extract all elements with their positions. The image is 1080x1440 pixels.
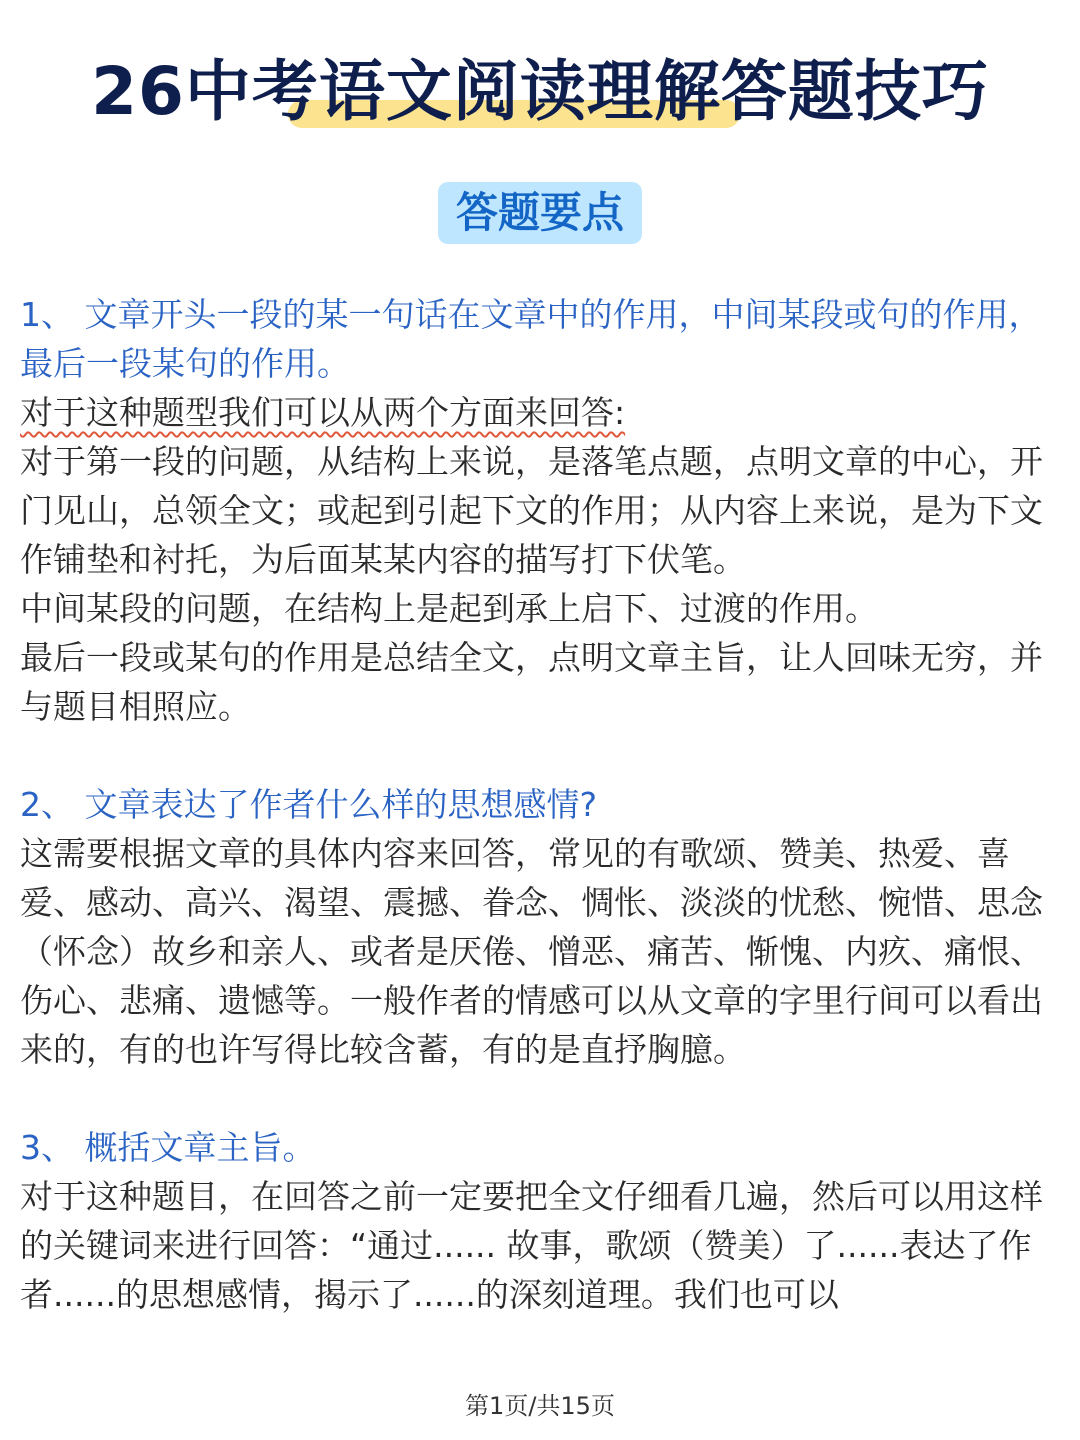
question-2-heading: 2、 文章表达了作者什么样的思想感情? (20, 785, 598, 824)
question-3-answer: 对于这种题目，在回答之前一定要把全文仔细看几遍，然后可以用这样的关键词来进行回答：“通过...... 故事，歌颂（赞美）了......表达了作者......的思想感情，揭示了......的深刻道理。我们也可以 (20, 1177, 1043, 1314)
page-indicator: 第1页/共15页 (465, 1392, 615, 1420)
question-1-answer-last: 最后一段或某句的作用是总结全文，点明文章主旨，让人回味无穷，并与题目相照应。 (20, 638, 1043, 726)
page-title: 26中考语文阅读理解答题技巧 (91, 53, 989, 130)
article-body (20, 290, 1060, 1319)
question-2-answer: 这需要根据文章的具体内容来回答，常见的有歌颂、赞美、热爱、喜爱、感动、高兴、渴望、震撼、眷念、惆怅、淡淡的忧愁、惋惜、思念（怀念）故乡和亲人、或者是厌倦、憎恶、痛苦、惭愧、内疚、痛恨、伤心、悲痛、遗憾等。一般作者的情感可以从文章的字里行间可以看出来的，有的也许写得比较含蓄，有的是直抒胸臆。 (20, 834, 1043, 1069)
section-badge: 答题要点 (438, 182, 642, 244)
title-block (0, 42, 1080, 152)
wavy-underlined-text: 对于这种题型我们可以从两个方面来回答: (20, 393, 626, 432)
paragraph-gap (20, 1074, 1060, 1123)
paragraph-gap (20, 731, 1060, 780)
question-1-answer-middle: 中间某段的问题，在结构上是起到承上启下、过渡的作用。 (20, 589, 878, 628)
question-1-intro (20, 388, 1060, 437)
question-1-heading: 1、 文章开头一段的某一句话在文章中的作用，中间某段或句的作用，最后一段某句的作用。 (20, 295, 1042, 383)
question-3-heading: 3、 概括文章主旨。 (20, 1128, 316, 1167)
question-1-answer-first: 对于第一段的问题，从结构上来说，是落笔点题，点明文章的中心，开门见山，总领全文；或起到引起下文的作用；从内容上来说，是为下文作铺垫和衬托，为后面某某内容的描写打下伏笔。 (20, 442, 1043, 579)
